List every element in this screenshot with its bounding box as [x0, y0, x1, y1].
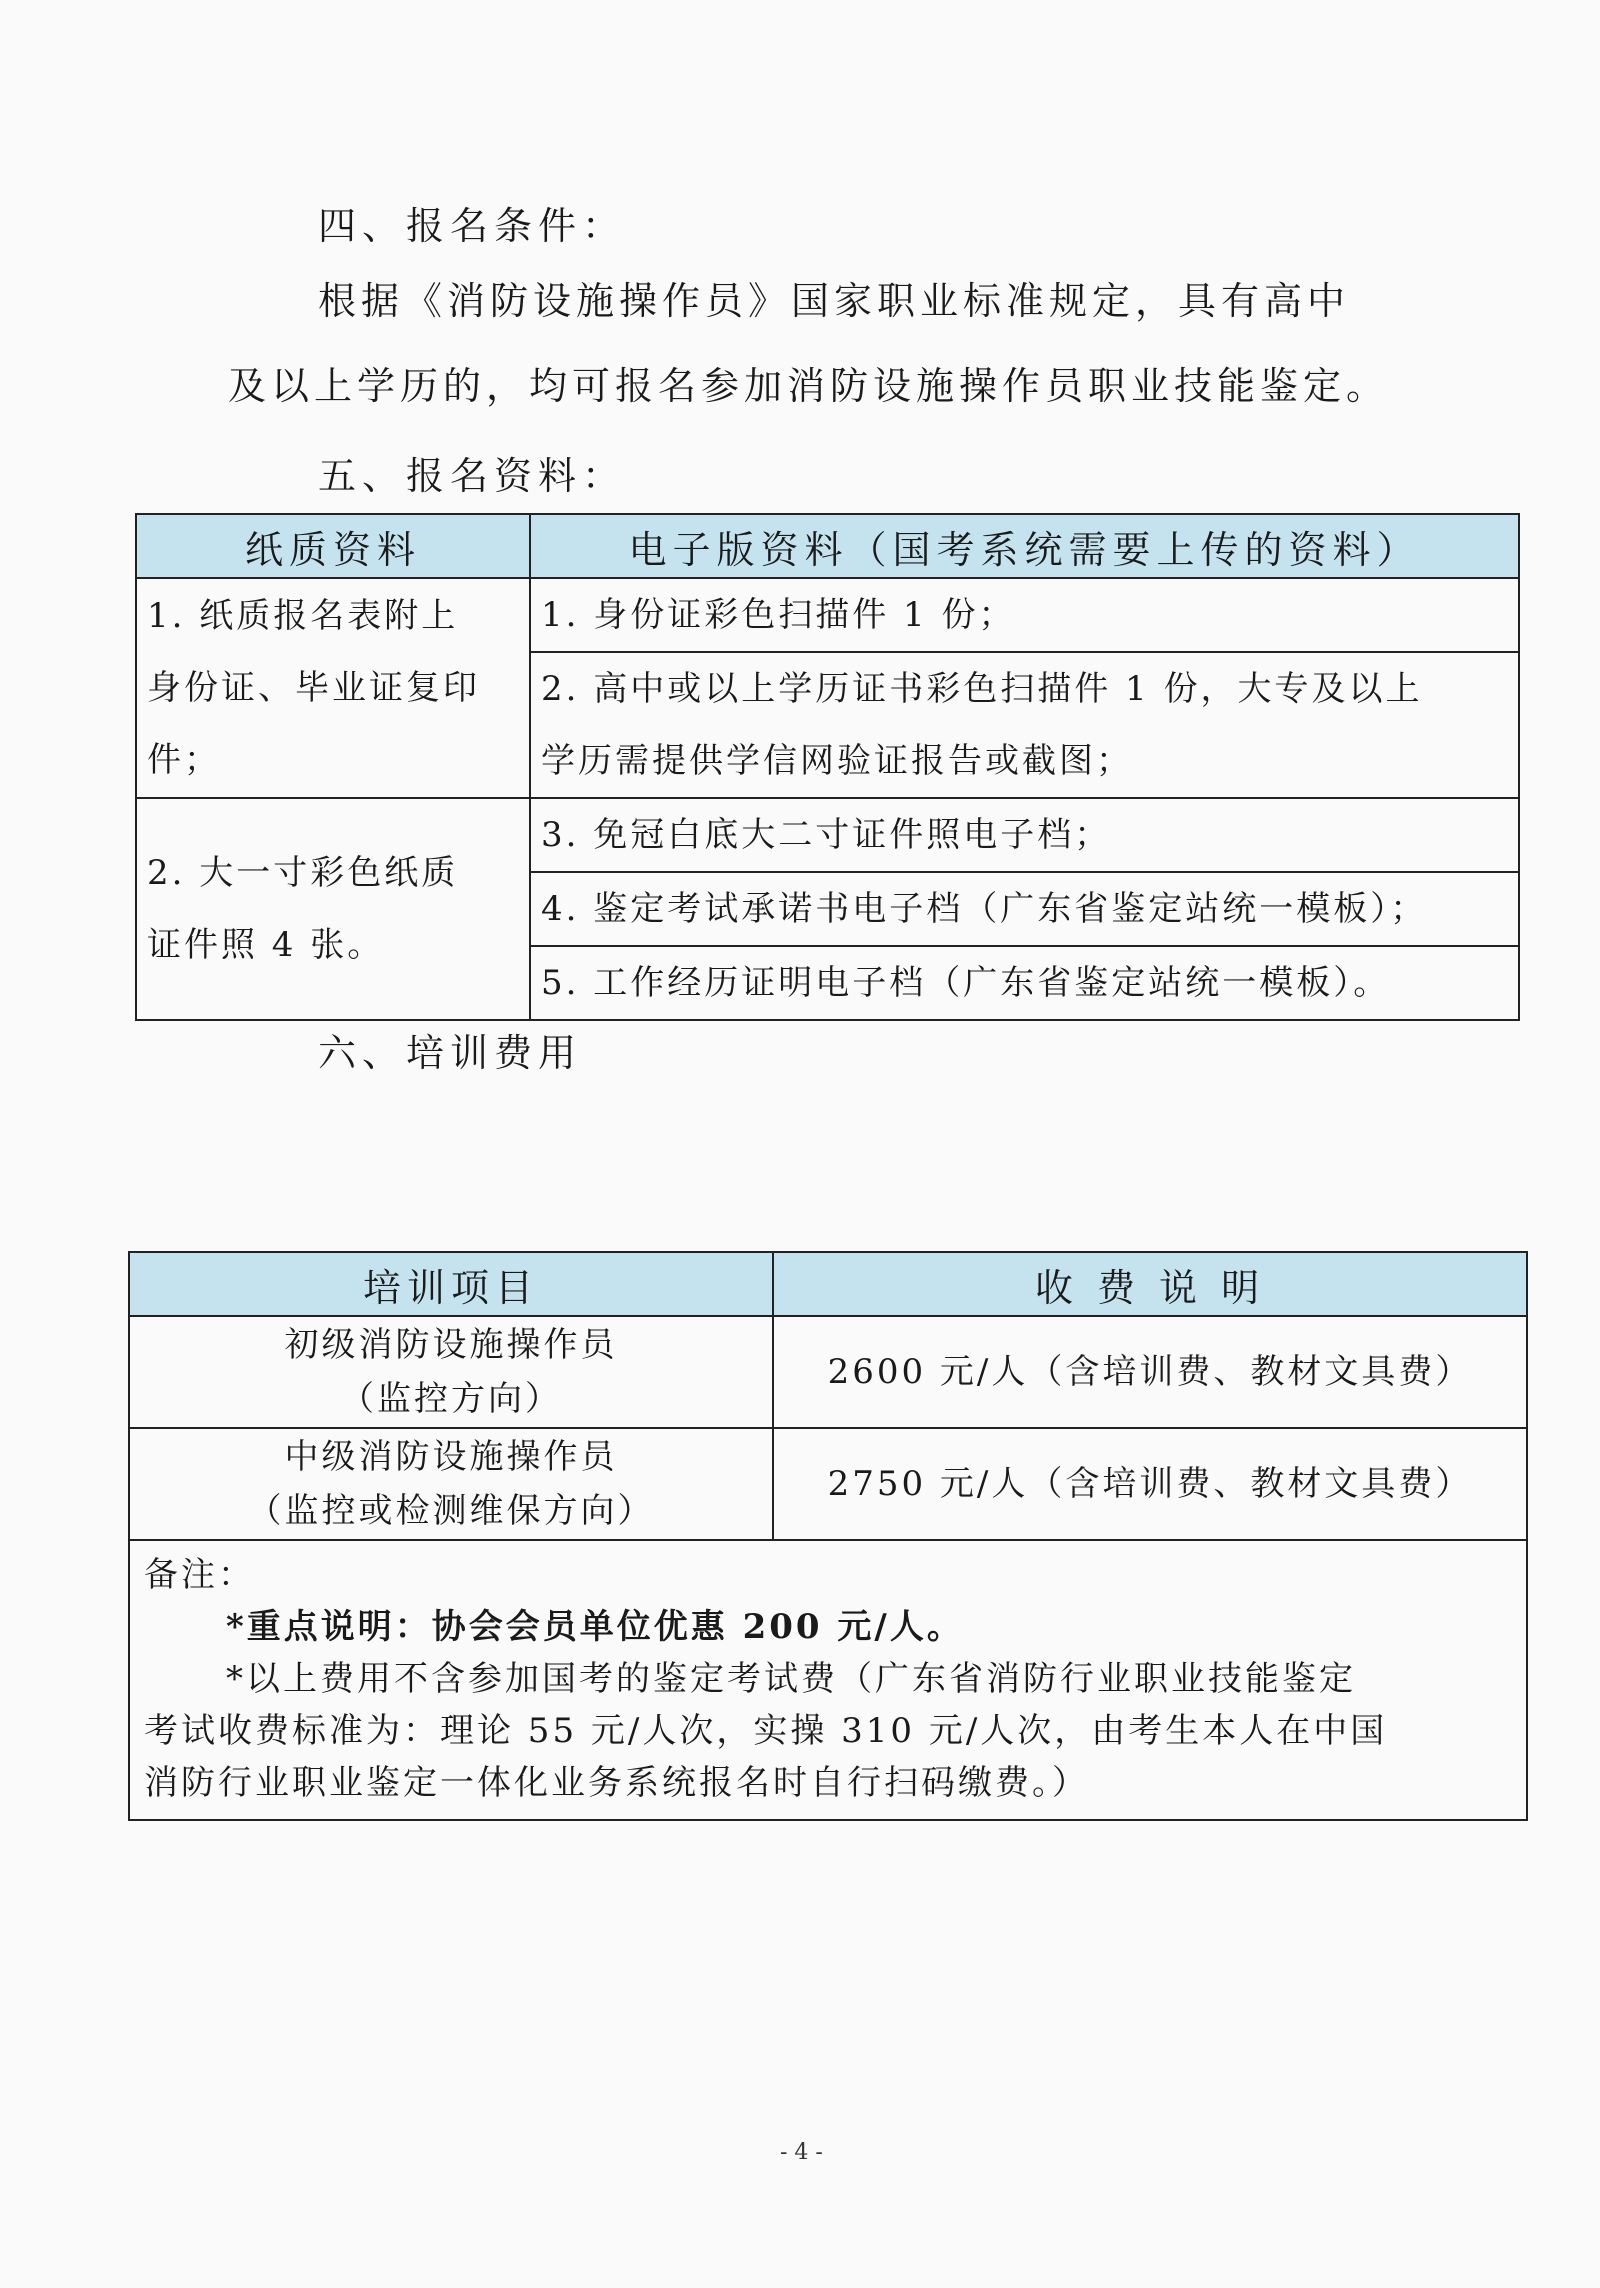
- electronic-item-5: 5. 工作经历证明电子档（广东省鉴定站统一模板）。: [530, 946, 1519, 1020]
- key-note: *重点说明：协会会员单位优惠 200 元/人。: [226, 1607, 964, 1647]
- paper-item-1-line: 1. 纸质报名表附上: [147, 596, 459, 636]
- electronic-item-1: 1. 身份证彩色扫描件 1 份；: [530, 578, 1519, 652]
- paper-item-2-line: 证件照 4 张。: [147, 925, 385, 965]
- section5-title: 五、报名资料：: [318, 454, 627, 498]
- course-direction: （监控方向）: [340, 1379, 562, 1419]
- fee-table: [128, 1251, 1528, 1821]
- header-item: 培训项目: [129, 1252, 773, 1316]
- course-direction: （监控或检测维保方向）: [247, 1491, 655, 1531]
- paper-item-1-line: 件；: [147, 740, 221, 780]
- materials-header-row: [136, 514, 1519, 578]
- course-name: [129, 1316, 773, 1428]
- electronic-item-4: 4. 鉴定考试承诺书电子档（广东省鉴定站统一模板）；: [530, 872, 1519, 946]
- fee-header-row: [129, 1252, 1527, 1316]
- header-fee: 收 费 说 明: [773, 1252, 1527, 1316]
- detail-note-line: *以上费用不含参加国考的鉴定考试费（广东省消防行业职业技能鉴定: [226, 1659, 1356, 1699]
- course-name-line: 中级消防设施操作员: [284, 1437, 618, 1477]
- table-row: [129, 1428, 1527, 1540]
- page-number: - 4 -: [780, 2140, 823, 2165]
- course-fee: 2750 元/人（含培训费、教材文具费）: [773, 1428, 1527, 1540]
- paper-item-2: [136, 798, 530, 1020]
- paper-item-2-line: 2. 大一寸彩色纸质: [147, 853, 459, 893]
- electronic-item-2: [530, 652, 1519, 798]
- section4-line2: 及以上学历的，均可报名参加消防设施操作员职业技能鉴定。: [228, 364, 1390, 408]
- header-paper: 纸质资料: [136, 514, 530, 578]
- course-fee: 2600 元/人（含培训费、教材文具费）: [773, 1316, 1527, 1428]
- paper-item-1: [136, 578, 530, 798]
- table-row: [136, 798, 1519, 872]
- materials-table: [135, 513, 1520, 1021]
- section4-title: 四、报名条件：: [318, 204, 627, 248]
- detail-note-line: 考试收费标准为：理论 55 元/人次，实操 310 元/人次，由考生本人在中国: [144, 1711, 1388, 1751]
- paper-item-1-line: 身份证、毕业证复印: [147, 668, 480, 708]
- detail-note-line: 消防行业职业鉴定一体化业务系统报名时自行扫码缴费。）: [144, 1763, 1089, 1803]
- notes-row: [129, 1540, 1527, 1820]
- electronic-item-2-line: 学历需提供学信网验证报告或截图；: [541, 741, 1133, 781]
- course-name-line: 初级消防设施操作员: [284, 1325, 618, 1365]
- course-name: [129, 1428, 773, 1540]
- notes-cell: [129, 1540, 1527, 1820]
- table-row: [136, 578, 1519, 652]
- header-electronic: 电子版资料（国考系统需要上传的资料）: [530, 514, 1519, 578]
- notes-label: 备注：: [144, 1555, 255, 1595]
- electronic-item-2-line: 2. 高中或以上学历证书彩色扫描件 1 份，大专及以上: [541, 669, 1423, 709]
- section6-title: 六、培训费用: [318, 1031, 583, 1075]
- electronic-item-3: 3. 免冠白底大二寸证件照电子档；: [530, 798, 1519, 872]
- table-row: [129, 1316, 1527, 1428]
- section4-line1: 根据《消防设施操作员》国家职业标准规定，具有高中: [318, 279, 1351, 323]
